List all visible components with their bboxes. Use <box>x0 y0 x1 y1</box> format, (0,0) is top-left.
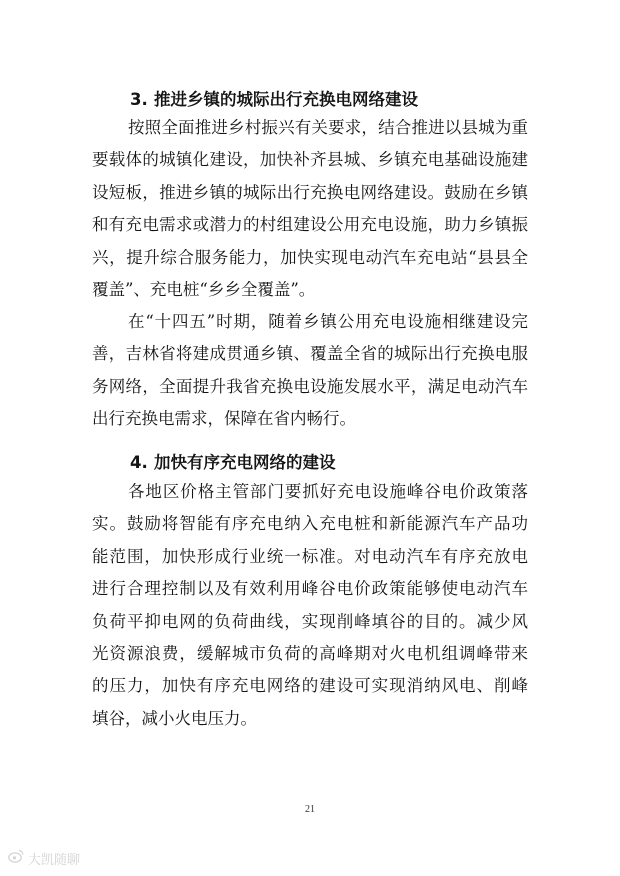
paragraph-line: 各地区价格主管部门要抓好充电设施峰谷电价政策落 <box>128 482 528 501</box>
paragraph-line: 进行合理控制以及有效利用峰谷电价政策能够使电动汽车 <box>92 579 528 599</box>
paragraph <box>92 306 528 436</box>
paragraph-line: 设短板，推进乡镇的城际出行充换电网络建设。鼓励在乡镇 <box>92 182 528 202</box>
paragraph-line: 能范围，加快形成行业统一标准。对电动汽车有序充放电 <box>92 546 528 566</box>
section-title: 加快有序充电网络的建设 <box>154 453 336 472</box>
paragraph-line: 覆盖”、充电桩“乡乡全覆盖”。 <box>92 279 316 299</box>
paragraph-line: 要载体的城镇化建设，加快补齐县城、乡镇充电基础设施建 <box>92 150 528 170</box>
paragraph-line: 填谷，减小火电压力。 <box>92 708 257 728</box>
paragraph <box>92 476 528 735</box>
paragraph-line: 负荷平抑电网的负荷曲线，实现削峰填谷的目的。减少风 <box>92 611 528 631</box>
watermark-text: 大凯随聊 <box>28 852 81 868</box>
watermark <box>8 848 80 868</box>
section-heading <box>130 447 336 479</box>
section-title: 推进乡镇的城际出行充换电网络建设 <box>154 90 418 109</box>
paragraph-line: 务网络，全面提升我省充换电设施发展水平，满足电动汽车 <box>92 376 528 396</box>
paragraph-line: 实。鼓励将智能有序充电纳入充电桩和新能源汽车产品功 <box>92 514 528 534</box>
paragraph-line: 兴，提升综合服务能力，加快实现电动汽车充电站“县县全 <box>92 247 528 267</box>
paragraph <box>92 112 528 306</box>
paragraph-line: 在“十四五”时期，随着乡镇公用充电设施相继建设完 <box>128 312 528 331</box>
section-number: 3. <box>130 90 148 109</box>
paragraph-line: 出行充换电需求，保障在省内畅行。 <box>92 409 356 429</box>
section-number: 4. <box>130 453 148 472</box>
paragraph-line: 的压力，加快有序充电网络的建设可实现消纳风电、削峰 <box>92 676 528 696</box>
paragraph-line: 光资源浪费，缓解城市负荷的高峰期对火电机组调峰带来 <box>92 643 528 663</box>
paragraph-line: 和有充电需求或潜力的村组建设公用充电设施，助力乡镇振 <box>92 215 528 235</box>
page-number: 21 <box>305 804 315 815</box>
paragraph-line: 按照全面推进乡村振兴有关要求，结合推进以县城为重 <box>128 118 528 137</box>
weibo-logo-icon <box>8 849 28 867</box>
paragraph-line: 善，吉林省将建成贯通乡镇、覆盖全省的城际出行充换电服 <box>92 344 528 364</box>
